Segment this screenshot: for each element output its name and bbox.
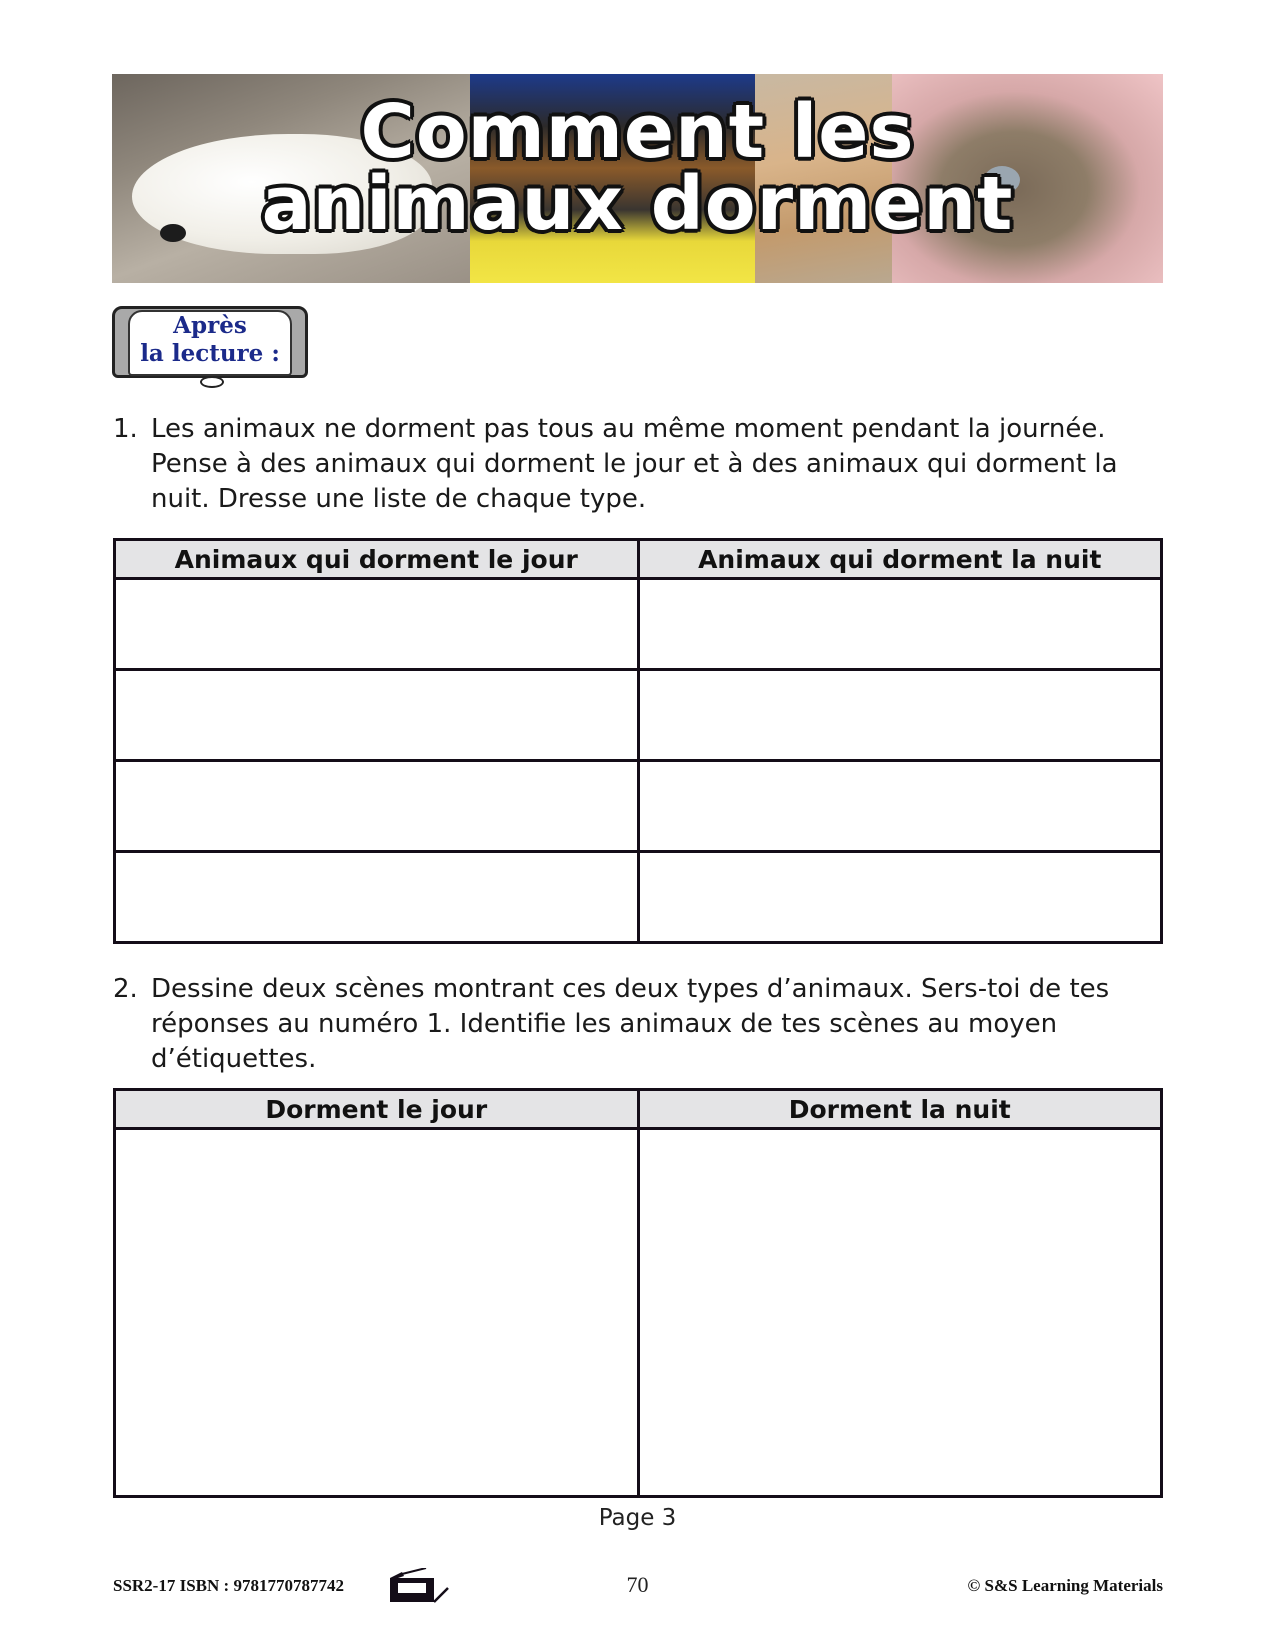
table-row xyxy=(115,670,1162,761)
question-text: Dessine deux scènes montrant ces deux types d’animaux. Sers-toi de tes réponses au numéro 1. Identifie les animaux de tes scènes au moyen d’étiquettes. xyxy=(151,974,1110,1074)
day-night-animals-table xyxy=(113,538,1163,944)
table-row xyxy=(115,852,1162,943)
answer-cell-day[interactable] xyxy=(115,579,639,670)
drawing-area-day[interactable] xyxy=(115,1129,639,1497)
question-1 xyxy=(113,412,1163,517)
badge-line-1: Après xyxy=(173,312,247,339)
footer-page-number: 70 xyxy=(626,1572,649,1597)
answer-cell-day[interactable] xyxy=(115,670,639,761)
question-number: 1. xyxy=(113,414,138,444)
drawing-scenes-table xyxy=(113,1088,1163,1498)
table-row xyxy=(115,579,1162,670)
title-line-1: Comment les xyxy=(360,89,915,175)
title-line-2: animaux dorment xyxy=(261,161,1014,247)
drawing-area-night[interactable] xyxy=(638,1129,1162,1497)
table-header-row xyxy=(115,1090,1162,1129)
title-banner xyxy=(112,74,1163,283)
question-number: 2. xyxy=(113,974,138,1004)
page-title xyxy=(112,89,1163,247)
footer-isbn: SSR2-17 ISBN : 9781770787742 xyxy=(113,1576,344,1595)
answer-cell-night[interactable] xyxy=(638,579,1162,670)
answer-cell-night[interactable] xyxy=(638,852,1162,943)
badge-line-2: la lecture : xyxy=(140,340,280,367)
answer-cell-day[interactable] xyxy=(115,761,639,852)
book-clasp xyxy=(200,376,224,388)
answer-cell-day[interactable] xyxy=(115,852,639,943)
table-row xyxy=(115,1129,1162,1497)
page-label: Page 3 xyxy=(598,1505,677,1531)
footer-copyright: © S&S Learning Materials xyxy=(967,1576,1163,1595)
answer-cell-night[interactable] xyxy=(638,670,1162,761)
column-header-night: Dorment la nuit xyxy=(638,1090,1162,1129)
after-reading-badge xyxy=(112,302,310,386)
column-header-day: Dorment le jour xyxy=(115,1090,639,1129)
table-header-row xyxy=(115,540,1162,579)
question-2 xyxy=(113,972,1163,1077)
column-header-night: Animaux qui dorment la nuit xyxy=(638,540,1162,579)
answer-cell-night[interactable] xyxy=(638,761,1162,852)
badge-label xyxy=(128,312,292,368)
question-text: Les animaux ne dorment pas tous au même moment pendant la journée. Pense à des animaux qui dorment le jour et à des animaux qui dorment la nuit. Dresse une liste de chaque type. xyxy=(151,414,1118,514)
table-row xyxy=(115,761,1162,852)
column-header-day: Animaux qui dorment le jour xyxy=(115,540,639,579)
